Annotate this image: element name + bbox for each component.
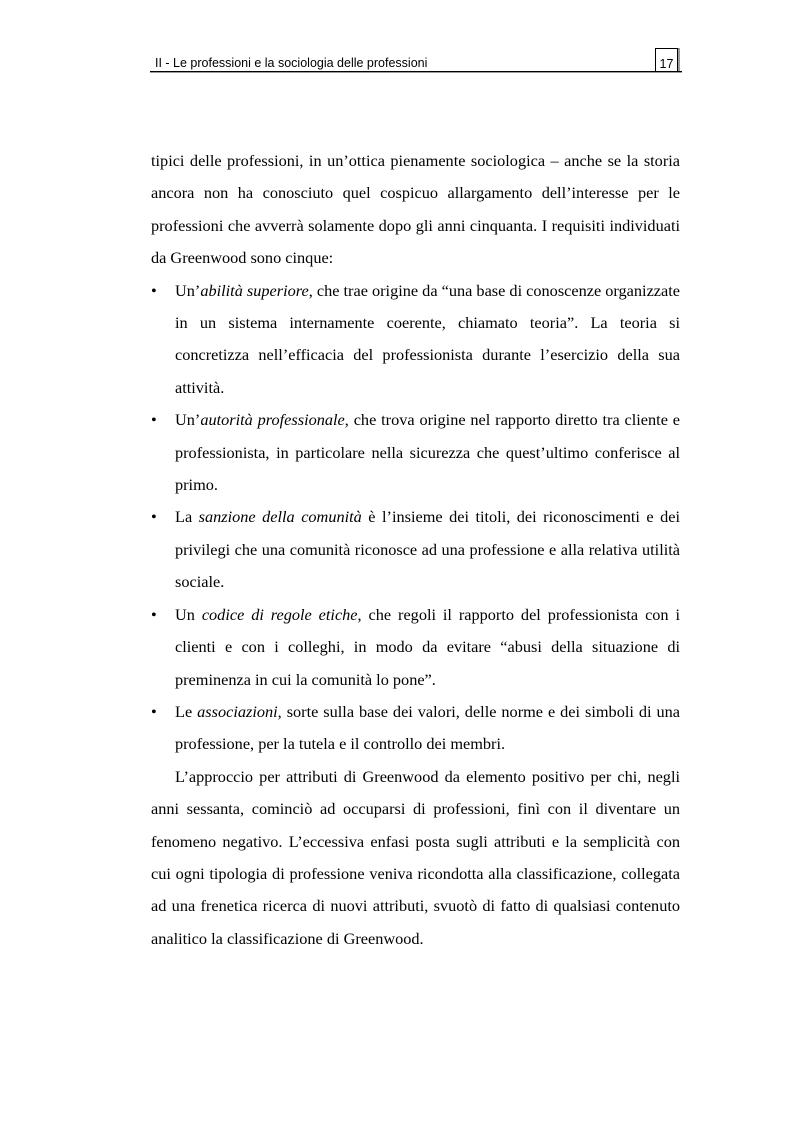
conclusion-paragraph: L’approccio per attributi di Greenwood da elemento positivo per chi, negli anni sessanta, cominciò ad occuparsi di professioni, finì con il diventare un fenomeno negativo. L’eccessiva enfasi posta sugli attributi e la semplicità con cui ogni tipologia di professione veniva ricondotta alla classificazione, collegata ad una frenetica ricerca di nuovi attributi, svuotò di fatto di qualsiasi contenuto analitico la classificazione di Greenwood. — [151, 766, 680, 948]
item-prefix: Un’ — [175, 280, 201, 300]
bullet-icon: • — [151, 701, 157, 721]
bullet-icon: • — [151, 280, 157, 300]
header-rule-shadow — [150, 72, 682, 73]
running-header — [150, 48, 682, 73]
requisites-list — [151, 275, 680, 761]
intro-paragraph: tipici delle professioni, in un’ottica pienamente sociologica – anche se la storia ancora non ha conosciuto quel cospicuo allargamento dell’interesse per le professioni che avverrà solamente dopo gli anni cinquanta. I requisiti individuati da Greenwood sono cinque: — [151, 151, 680, 268]
item-prefix: La — [175, 507, 199, 527]
page-number-box — [655, 48, 678, 71]
item-term: autorità professionale — [200, 410, 345, 430]
body-text — [151, 145, 680, 955]
list-item — [151, 501, 680, 598]
list-item — [151, 275, 680, 405]
chapter-title: II - Le professioni e la sociologia delle professioni — [155, 56, 428, 70]
item-prefix: Un’ — [175, 410, 201, 430]
item-text: è l’insieme dei titoli, dei riconoscimenti e dei privilegi che una comunità riconosce ad una professione e alla relativa utilità sociale. — [175, 507, 681, 592]
item-text: , che regoli il rapporto del professionista con i clienti e con i colleghi, in modo da evitare “abusi della situazione di preminenza in cui la comunità lo pone”. — [175, 604, 681, 689]
bullet-icon: • — [151, 410, 157, 430]
item-term: sanzione della comunità — [198, 507, 362, 527]
item-text: , che trova origine nel rapporto diretto tra cliente e professionista, in particolare nella sicurezza che quest’ultimo conferisce al primo. — [175, 410, 680, 495]
page-number: 17 — [659, 57, 674, 71]
item-prefix: Le — [175, 701, 198, 721]
item-prefix: Un — [175, 604, 202, 624]
item-term: abilità superiore — [200, 280, 309, 300]
list-item — [151, 404, 680, 501]
bullet-icon: • — [151, 507, 157, 527]
item-text: , che trae origine da “una base di conoscenze organizzate in un sistema internamente coerente, chiamato teoria”. La teoria si concretizza nell’efficacia del professionista durante l’esercizio della sua attività. — [175, 280, 680, 397]
item-term: associazioni — [197, 701, 278, 721]
list-item — [151, 599, 680, 696]
list-item — [151, 696, 680, 761]
item-term: codice di regole etiche — [201, 604, 358, 624]
item-text: , sorte sulla base dei valori, delle norme e dei simboli di una professione, per la tutela e il controllo dei membri. — [175, 701, 680, 754]
bullet-icon: • — [151, 604, 157, 624]
